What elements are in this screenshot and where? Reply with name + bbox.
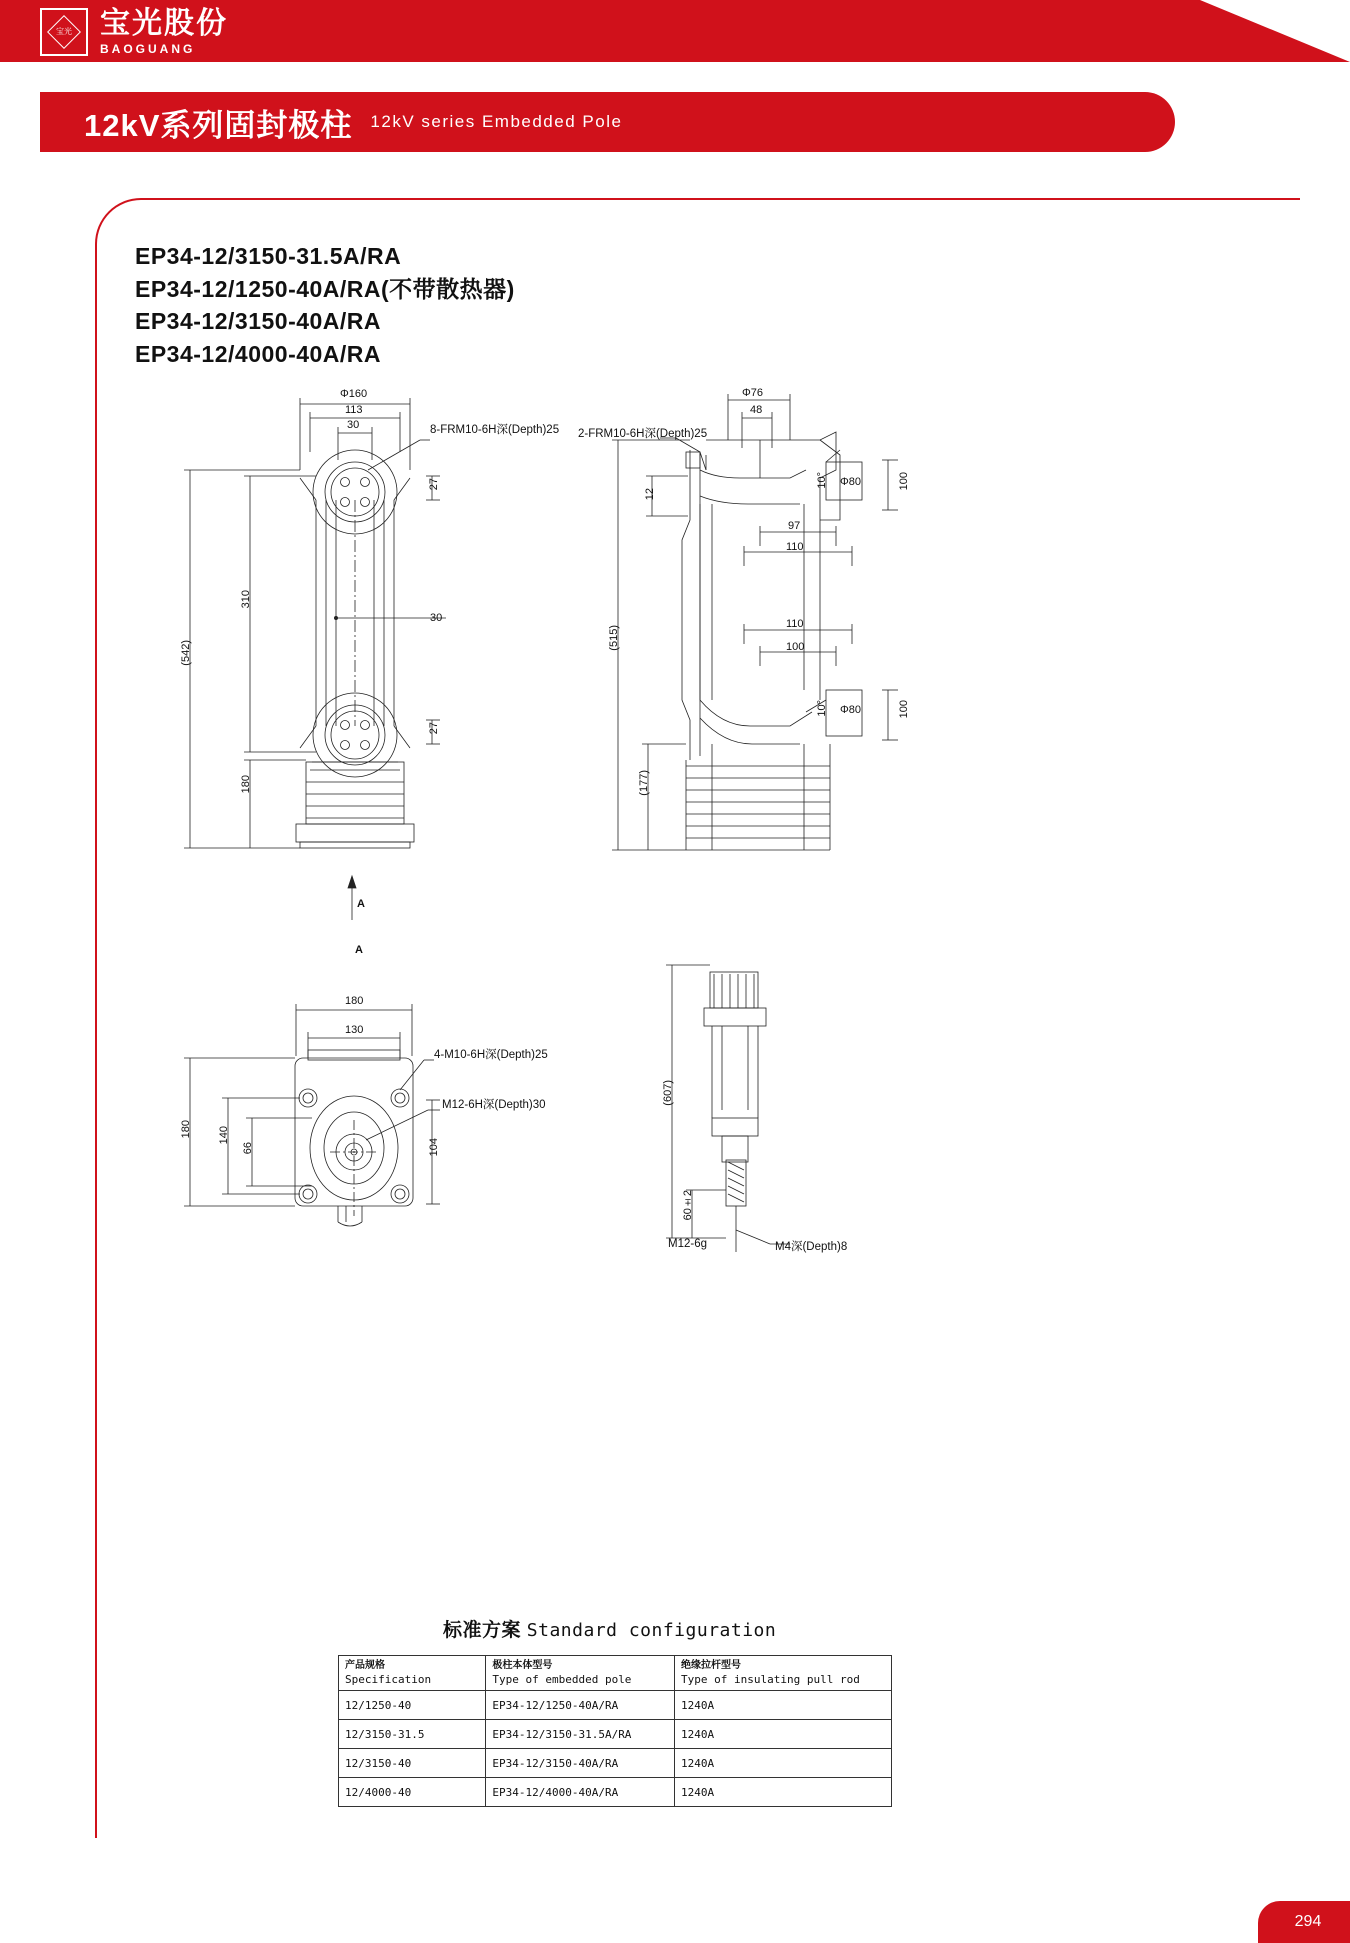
page-title-cn: 12kV系列固封极柱: [84, 107, 353, 143]
section-mark: A: [357, 898, 365, 910]
dim-label: 100: [898, 472, 910, 491]
column-header-en: Type of insulating pull rod: [681, 1672, 860, 1686]
cell-specification: 12/4000-40: [339, 1778, 486, 1807]
dim-label: 110: [786, 618, 804, 630]
dim-label: 12: [644, 488, 656, 501]
table-row: [339, 1749, 892, 1778]
cell-specification: 12/3150-31.5: [339, 1720, 486, 1749]
dim-label: 310: [240, 590, 252, 609]
dim-label: 60±2: [682, 1190, 694, 1221]
dim-label: 130: [345, 1024, 364, 1036]
column-header-specification: [339, 1656, 486, 1691]
dim-label: (515): [608, 625, 620, 651]
cell-pullrod-type: 1240A: [675, 1778, 892, 1807]
brand-name-cn: 宝光股份: [100, 7, 228, 40]
brand-logo: [40, 8, 228, 56]
dim-label: 27: [428, 722, 440, 735]
model-list: [135, 240, 515, 371]
dim-label: (177): [638, 770, 650, 796]
logo-mark-text: 宝光: [56, 27, 72, 36]
table-header-row: [339, 1656, 892, 1691]
dim-label: 180: [345, 995, 364, 1007]
dim-label: 180: [180, 1120, 192, 1139]
column-header-cn: 产品规格: [345, 1660, 385, 1671]
dim-label: 27: [428, 478, 440, 491]
cell-pole-type: EP34-12/4000-40A/RA: [486, 1778, 675, 1807]
cell-pullrod-type: 1240A: [675, 1720, 892, 1749]
standard-config-title-en: Standard configuration: [526, 1620, 777, 1641]
dim-label: 10°: [816, 472, 828, 489]
dim-label: 110: [786, 541, 804, 553]
table-row: [339, 1720, 892, 1749]
note-label: 4-M10-6H深(Depth)25: [434, 1049, 548, 1061]
page-number-badge: [1258, 1901, 1350, 1943]
cell-pole-type: EP34-12/3150-40A/RA: [486, 1749, 675, 1778]
dim-label: (607): [662, 1080, 674, 1106]
column-header-cn: 极柱本体型号: [492, 1660, 553, 1671]
dim-label: (542): [180, 640, 192, 666]
standard-config-title: [443, 1615, 776, 1642]
column-header-cn: 绝缘拉杆型号: [681, 1660, 742, 1671]
dim-label: 100: [898, 700, 910, 719]
dim-label: 104: [428, 1138, 440, 1157]
dim-label: 10°: [816, 700, 828, 717]
diamond-logo-icon: [40, 8, 88, 56]
dim-label: 113: [345, 404, 363, 416]
table-row: [339, 1691, 892, 1720]
dim-label: Φ80: [840, 476, 862, 488]
model-item: EP34-12/4000-40A/RA: [135, 340, 382, 367]
cell-pullrod-type: 1240A: [675, 1749, 892, 1778]
note-label: M12-6H深(Depth)30: [442, 1099, 546, 1111]
cell-specification: 12/1250-40: [339, 1691, 486, 1720]
dim-label: 48: [750, 404, 763, 416]
cell-pole-type: EP34-12/3150-31.5A/RA: [486, 1720, 675, 1749]
cell-pole-type: EP34-12/1250-40A/RA: [486, 1691, 675, 1720]
page-number: 294: [1294, 1913, 1322, 1930]
note-label: 2-FRM10-6H深(Depth)25: [578, 428, 708, 440]
standard-config-table: [338, 1655, 892, 1807]
page-header-bar: [0, 0, 1350, 62]
dim-label: Φ80: [840, 704, 862, 716]
dim-label: Φ160: [340, 388, 368, 400]
column-header-en: Specification: [345, 1672, 432, 1686]
dim-label: 66: [242, 1142, 254, 1155]
dim-label: 30: [430, 612, 443, 624]
dim-label: 30: [347, 419, 360, 431]
brand-name-en: BAOGUANG: [100, 42, 196, 56]
dim-label: 180: [240, 775, 252, 794]
standard-config-title-cn: 标准方案: [443, 1620, 522, 1641]
page-title-band: [50, 92, 1175, 152]
note-label: M12-6g: [668, 1238, 707, 1250]
dim-label: 97: [788, 520, 801, 532]
page-title-en: 12kV series Embedded Pole: [370, 112, 623, 131]
note-label: M4深(Depth)8: [775, 1241, 848, 1253]
model-item: EP34-12/1250-40A/RA(不带散热器): [135, 275, 515, 302]
content-frame: [95, 198, 1300, 1838]
cell-pullrod-type: 1240A: [675, 1691, 892, 1720]
column-header-en: Type of embedded pole: [492, 1672, 632, 1686]
model-item: EP34-12/3150-31.5A/RA: [135, 243, 402, 269]
column-header-pole-type: [486, 1656, 675, 1691]
note-label: 8-FRM10-6H深(Depth)25: [430, 424, 560, 436]
dim-label: 140: [218, 1126, 230, 1145]
cell-specification: 12/3150-40: [339, 1749, 486, 1778]
table-row: [339, 1778, 892, 1807]
dim-label: Φ76: [742, 387, 764, 399]
dim-label: 100: [786, 641, 805, 653]
section-mark: A: [355, 944, 363, 956]
column-header-pullrod-type: [675, 1656, 892, 1691]
model-item: EP34-12/3150-40A/RA: [135, 308, 382, 335]
